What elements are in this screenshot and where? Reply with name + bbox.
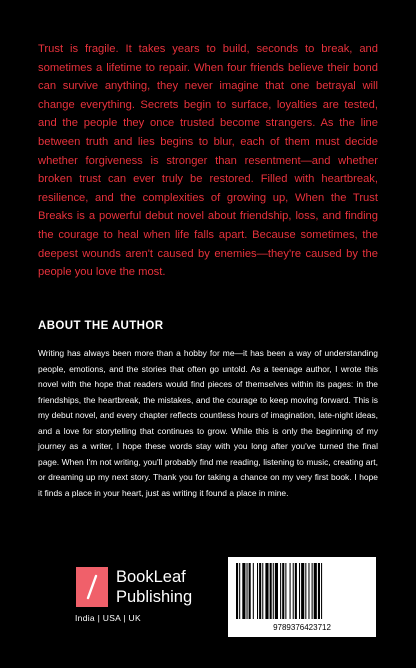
barcode-bar xyxy=(301,563,304,619)
barcode-bar xyxy=(257,563,258,619)
barcode-bar xyxy=(249,563,251,619)
barcode-bar xyxy=(295,563,297,619)
barcode-bar xyxy=(262,563,263,619)
publisher-block xyxy=(62,567,212,627)
barcode-bar xyxy=(259,563,261,619)
barcode-bar xyxy=(318,563,320,619)
publisher-name-line1: BookLeaf xyxy=(116,568,186,586)
barcode-bar xyxy=(280,563,281,619)
barcode-bar xyxy=(314,563,317,619)
barcode-bar xyxy=(321,563,322,619)
barcode-bar xyxy=(299,563,300,619)
barcode-bar xyxy=(293,563,294,619)
barcode-bar xyxy=(236,563,238,619)
barcode-bar xyxy=(275,563,278,619)
isbn-number: 9789376423712 xyxy=(273,623,331,632)
barcode-bar xyxy=(247,563,248,619)
barcode-bar xyxy=(253,563,254,619)
author-bio: Writing has always been more than a hobby for me—it has been a way of understanding people, emotions, and the stories that often go untold. As a teenage author, I wrote this novel with the hope that readers would find pieces of themselves within its pages: in the friendships, the heartbreak, the mistakes, and the courage to keep moving forward. This is my debut novel, and every chapter reflects countless hours of imagination, late-night ideas, and a love for storytelling that continues to grow. While this is only the beginning of my journey as a writer, I hope these words stay with you long after you've turned the final page. When I'm not writing, you'll probably find me reading, listening to music, creating art, or dreaming up my next story. Thank you for taking a chance on my very first book. I hope it finds a place in your heart, just as writing it found a place in mine. xyxy=(38,348,378,498)
book-blurb: Trust is fragile. It takes years to build, seconds to break, and sometimes a lifetime to repair. When four friends believe their bond can survive anything, they never imagine that one betrayal will change everything. Secrets begin to surface, loyalties are tested, and the people they once trusted become strangers. As the line between truth and lies begins to blur, each of them must decide whether forgiveness is stronger than resentment—and whether broken trust can ever truly be restored. Filled with heartbreak, resilience, and the complexities of growing up, When the Trust Breaks is a powerful debut novel about friendship, loss, and finding the courage to heal when life falls apart. Because sometimes, the deepest wounds aren't caused by enemies—they're caused by the people you love the most. xyxy=(38,43,378,279)
barcode-bar xyxy=(305,563,306,619)
barcode-bar xyxy=(282,563,284,619)
isbn-barcode xyxy=(228,557,376,637)
slash-logo-icon xyxy=(76,567,108,607)
barcode-bar xyxy=(290,563,291,619)
barcode-bar xyxy=(285,563,286,619)
publisher-name xyxy=(116,567,192,607)
barcode-bar xyxy=(273,563,274,619)
barcode-bar xyxy=(242,563,245,619)
barcode-bar xyxy=(270,563,272,619)
publisher-regions: India | USA | UK xyxy=(75,613,141,623)
barcode-bar xyxy=(312,563,313,619)
barcode-bar xyxy=(239,563,240,619)
about-author-heading: ABOUT THE AUTHOR xyxy=(38,320,164,332)
barcode-bar xyxy=(265,563,268,619)
barcode-bar xyxy=(308,563,309,619)
publisher-name-line2: Publishing xyxy=(116,588,193,606)
